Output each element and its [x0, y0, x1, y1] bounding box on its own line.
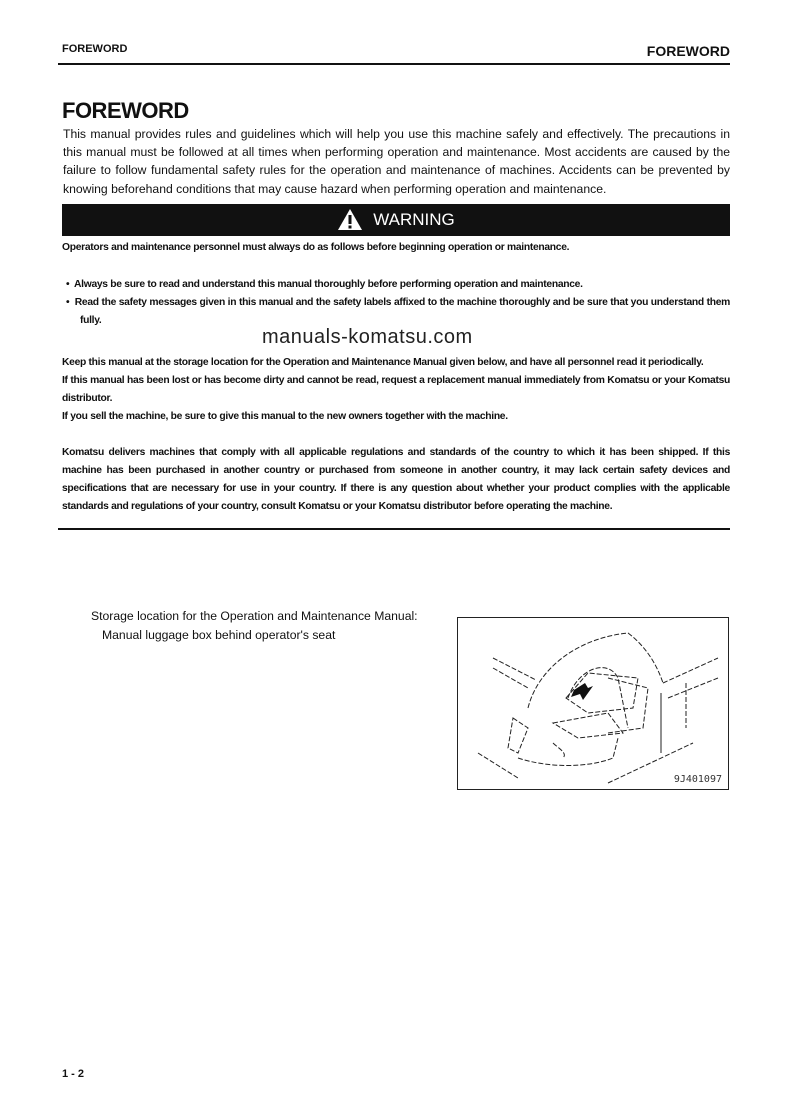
header-right: FOREWORD — [646, 43, 730, 59]
watermark: manuals-komatsu.com — [262, 325, 473, 348]
sell-machine-paragraph: If you sell the machine, be sure to give this manual to the new owners together with the machine. — [62, 410, 508, 422]
bullet-text: Always be sure to read and understand this manual thoroughly before performing operation and maintenance. — [74, 278, 583, 290]
warning-end-rule — [58, 528, 730, 530]
page-number: 1 - 2 — [62, 1068, 85, 1080]
storage-info — [91, 607, 418, 645]
intro-paragraph: This manual provides rules and guidelines which will help you use this machine safely and effectively. The precautions in this manual must be followed at all times when performing operation and maintenance. Most accidents are caused by the failure to follow fundamental safety rules for the operation and maintenance of machines. Accidents can be prevented by knowing beforehand conditions that may cause hazard when performing operation and maintenance. — [63, 127, 730, 196]
regulations-paragraph: Komatsu delivers machines that comply with all applicable regulations and standards of the country to which it has been shipped. If this machine has been purchased in another country or purchased from someone in another country, it may lack certain safety devices and specifications that are necessary for use in your country. If there is any question about whether your product complies with the applicable standards and regulations of your country, consult Komatsu or your Komatsu distributor before operating the machine. — [62, 446, 730, 512]
bullet-text: Read the safety messages given in this manual and the safety labels affixed to the machine thoroughly and be sure that you understand them fully. — [74, 296, 730, 326]
lost-manual-paragraph: If this manual has been lost or has become dirty and cannot be read, request a replacement manual immediately from Komatsu or your Komatsu distributor. — [62, 374, 730, 404]
warning-lead: Operators and maintenance personnel must always do as follows before beginning operation or maintenance. — [62, 241, 570, 253]
watermark-row — [62, 325, 730, 354]
storage-location: Manual luggage box behind operator's seat — [102, 628, 336, 642]
header-rule — [58, 63, 730, 65]
warning-triangle-icon — [337, 208, 363, 231]
warning-label: WARNING — [373, 209, 455, 229]
storage-heading: Storage location for the Operation and Maintenance Manual: — [91, 609, 418, 623]
figure-label: 9J401097 — [673, 774, 722, 785]
storage-location-figure — [457, 617, 729, 790]
warning-bullet-2: • Read the safety messages given in this manual and the safety labels affixed to the machine thoroughly and be sure that you understand them fully. — [66, 296, 730, 326]
header-left: FOREWORD — [62, 43, 128, 55]
warning-banner — [62, 204, 730, 236]
content-column — [62, 97, 730, 530]
page-title: FOREWORD — [62, 98, 189, 123]
operator-seat-illustration — [458, 618, 728, 789]
arrow-icon — [571, 683, 593, 700]
keep-manual-paragraph: Keep this manual at the storage location for the Operation and Maintenance Manual given below, and have all personnel read it periodically. — [62, 356, 704, 368]
warning-bullet-1: • Always be sure to read and understand this manual thoroughly before performing operation and maintenance. — [66, 278, 583, 290]
